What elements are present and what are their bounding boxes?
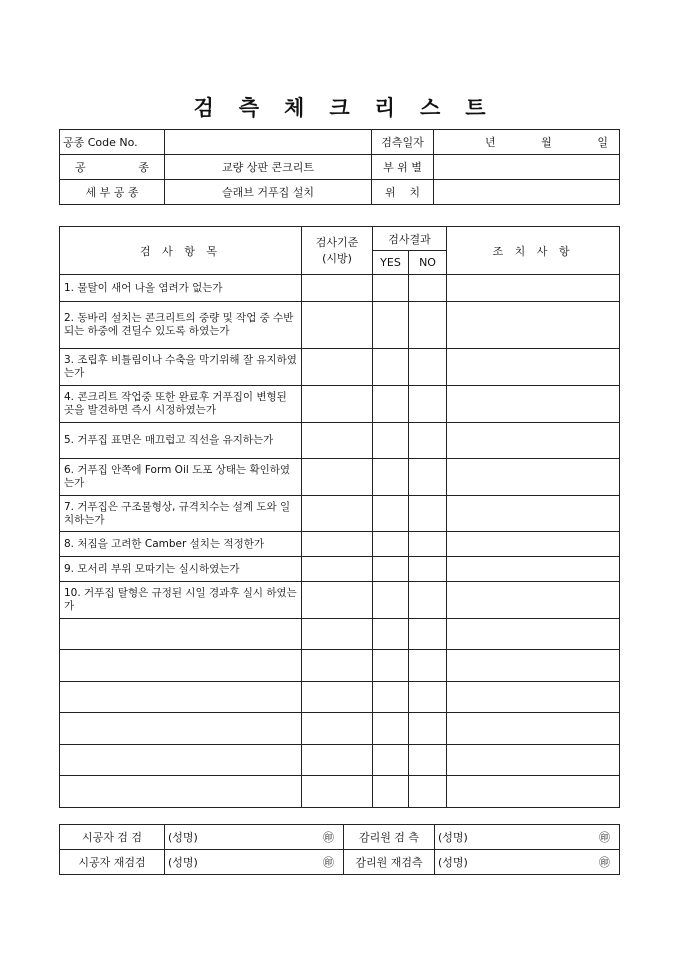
yes-cell[interactable] — [373, 423, 409, 459]
date-value[interactable] — [434, 130, 620, 155]
check-item: 1. 물탈이 새어 나올 염려가 없는가 — [60, 275, 302, 302]
no-cell[interactable] — [409, 386, 447, 423]
supervisor-inspect-sign[interactable] — [435, 825, 620, 850]
standard-cell[interactable] — [302, 582, 373, 619]
name-label: (성명) — [438, 831, 468, 844]
code-label: 공종 Code No. — [60, 130, 165, 155]
action-cell[interactable] — [447, 682, 620, 713]
year-label: 년 — [485, 136, 496, 149]
title-char: 트 — [465, 95, 487, 120]
standard-cell[interactable] — [302, 386, 373, 423]
standard-cell[interactable] — [302, 776, 373, 808]
no-cell[interactable] — [409, 557, 447, 582]
action-cell[interactable] — [447, 776, 620, 808]
yes-cell[interactable] — [373, 682, 409, 713]
no-cell[interactable] — [409, 496, 447, 532]
standard-cell[interactable] — [302, 423, 373, 459]
name-label: (성명) — [168, 856, 198, 869]
action-cell[interactable] — [447, 349, 620, 386]
yes-cell[interactable] — [373, 557, 409, 582]
yes-cell[interactable] — [373, 776, 409, 808]
yes-cell[interactable] — [373, 386, 409, 423]
work-label-a: 공 — [75, 161, 86, 174]
loc-label-a: 위 — [385, 186, 396, 199]
check-item: 2. 동바리 설치는 콘크리트의 중량 및 작업 중 수반되는 하중에 견딜수 있도록 하였는가 — [60, 302, 302, 349]
blank-item[interactable] — [60, 713, 302, 745]
code-value[interactable] — [165, 130, 372, 155]
action-cell[interactable] — [447, 423, 620, 459]
header-action: 조 치 사 항 — [447, 227, 620, 275]
action-cell[interactable] — [447, 745, 620, 776]
action-cell[interactable] — [447, 496, 620, 532]
month-label: 월 — [541, 136, 552, 149]
action-cell[interactable] — [447, 302, 620, 349]
standard-cell[interactable] — [302, 745, 373, 776]
header-standard-1: 검사기준 — [315, 235, 359, 249]
work-type-label — [60, 155, 165, 180]
action-cell[interactable] — [447, 650, 620, 682]
seal-icon: ㊞ — [323, 856, 334, 869]
contractor-inspect-label: 시공자 검 검 — [60, 825, 165, 850]
check-item: 4. 콘크리트 작업중 또한 완료후 거푸집이 변형된 곳을 발견하면 즉시 시정하였는가 — [60, 386, 302, 423]
signature-table — [59, 824, 620, 875]
day-label: 일 — [597, 136, 608, 149]
standard-cell[interactable] — [302, 713, 373, 745]
title-char: 체 — [284, 95, 306, 120]
no-cell[interactable] — [409, 302, 447, 349]
yes-cell[interactable] — [373, 713, 409, 745]
yes-cell[interactable] — [373, 532, 409, 557]
action-cell[interactable] — [447, 386, 620, 423]
no-cell[interactable] — [409, 776, 447, 808]
location-value[interactable] — [434, 180, 620, 205]
name-label: (성명) — [168, 831, 198, 844]
detail-label: 세 부 공 종 — [60, 180, 165, 205]
supervisor-reinspect-sign[interactable] — [435, 850, 620, 875]
check-item: 5. 거푸집 표면은 매끄럽고 직선을 유지하는가 — [60, 423, 302, 459]
supervisor-reinspect-label: 감리원 재검측 — [344, 850, 435, 875]
action-cell[interactable] — [447, 557, 620, 582]
check-item: 10. 거푸집 탈형은 규정된 시일 경과후 실시 하였는가 — [60, 582, 302, 619]
yes-cell[interactable] — [373, 459, 409, 496]
yes-cell[interactable] — [373, 650, 409, 682]
loc-label-b: 치 — [409, 186, 420, 199]
check-item: 9. 모서리 부위 모따기는 실시하였는가 — [60, 557, 302, 582]
no-cell[interactable] — [409, 459, 447, 496]
header-no: NO — [409, 251, 447, 275]
title-char: 측 — [238, 95, 261, 120]
yes-cell[interactable] — [373, 619, 409, 650]
blank-item[interactable] — [60, 745, 302, 776]
yes-cell[interactable] — [373, 275, 409, 302]
action-cell[interactable] — [447, 532, 620, 557]
action-cell[interactable] — [447, 619, 620, 650]
action-cell[interactable] — [447, 582, 620, 619]
title-char: 리 — [374, 95, 396, 120]
seal-icon: ㊞ — [599, 856, 610, 869]
title-char: 검 — [193, 95, 215, 120]
part-label: 부 위 별 — [372, 155, 434, 180]
yes-cell[interactable] — [373, 349, 409, 386]
action-cell[interactable] — [447, 713, 620, 745]
blank-item[interactable] — [60, 776, 302, 808]
work-label-b: 종 — [138, 161, 149, 174]
seal-icon: ㊞ — [599, 831, 610, 844]
contractor-inspect-sign[interactable] — [165, 825, 344, 850]
no-cell[interactable] — [409, 582, 447, 619]
title-char: 크 — [329, 95, 351, 120]
check-item: 8. 처짐을 고려한 Camber 설치는 적정한가 — [60, 532, 302, 557]
header-standard-2: (시방) — [322, 251, 352, 265]
no-cell[interactable] — [409, 532, 447, 557]
header-result: 검사결과 — [373, 227, 447, 251]
header-item: 검 사 항 목 — [60, 227, 302, 275]
check-item: 6. 거푸집 안쪽에 Form Oil 도포 상태는 확인하였는가 — [60, 459, 302, 496]
no-cell[interactable] — [409, 682, 447, 713]
check-item: 3. 조립후 비틀림이나 수축을 막기위해 잘 유지하였는가 — [60, 349, 302, 386]
contractor-reinspect-label: 시공자 재검검 — [60, 850, 165, 875]
part-value[interactable] — [434, 155, 620, 180]
no-cell[interactable] — [409, 745, 447, 776]
standard-cell[interactable] — [302, 532, 373, 557]
standard-cell[interactable] — [302, 302, 373, 349]
title-char: 스 — [419, 95, 442, 120]
standard-cell[interactable] — [302, 496, 373, 532]
no-cell[interactable] — [409, 650, 447, 682]
blank-item[interactable] — [60, 619, 302, 650]
yes-cell[interactable] — [373, 745, 409, 776]
standard-cell[interactable] — [302, 557, 373, 582]
no-cell[interactable] — [409, 713, 447, 745]
standard-cell[interactable] — [302, 682, 373, 713]
standard-cell[interactable] — [302, 459, 373, 496]
standard-cell[interactable] — [302, 275, 373, 302]
location-label — [372, 180, 434, 205]
action-cell[interactable] — [447, 275, 620, 302]
checklist-table — [59, 226, 620, 808]
contractor-reinspect-sign[interactable] — [165, 850, 344, 875]
yes-cell[interactable] — [373, 582, 409, 619]
date-label: 검측일자 — [372, 130, 434, 155]
supervisor-inspect-label: 감리원 검 측 — [344, 825, 435, 850]
work-type-value[interactable]: 교량 상판 콘크리트 — [165, 155, 372, 180]
header-yes: YES — [373, 251, 409, 275]
document-title — [0, 92, 680, 122]
yes-cell[interactable] — [373, 302, 409, 349]
action-cell[interactable] — [447, 459, 620, 496]
no-cell[interactable] — [409, 275, 447, 302]
blank-item[interactable] — [60, 650, 302, 682]
no-cell[interactable] — [409, 349, 447, 386]
header-standard — [302, 227, 373, 275]
seal-icon: ㊞ — [323, 831, 334, 844]
yes-cell[interactable] — [373, 496, 409, 532]
no-cell[interactable] — [409, 423, 447, 459]
standard-cell[interactable] — [302, 619, 373, 650]
standard-cell[interactable] — [302, 349, 373, 386]
info-table — [59, 129, 620, 205]
detail-value[interactable]: 슬래브 거푸집 설치 — [165, 180, 372, 205]
check-item: 7. 거푸집은 구조물형상, 규격치수는 설계 도와 일치하는가 — [60, 496, 302, 532]
name-label: (성명) — [438, 856, 468, 869]
blank-item[interactable] — [60, 682, 302, 713]
standard-cell[interactable] — [302, 650, 373, 682]
no-cell[interactable] — [409, 619, 447, 650]
